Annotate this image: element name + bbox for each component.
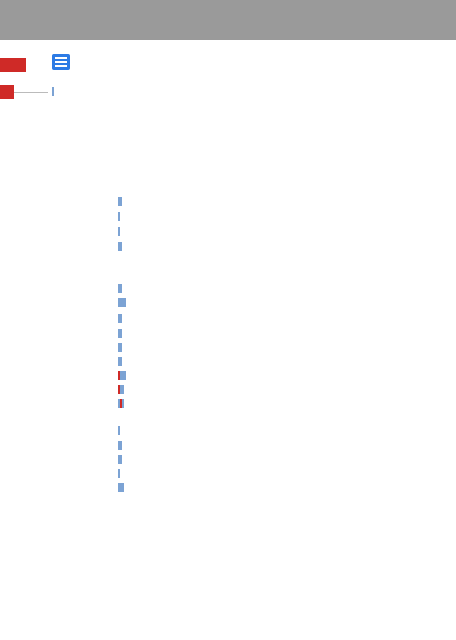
list-item bbox=[52, 180, 60, 189]
dialog-line bbox=[118, 225, 436, 239]
list-item bbox=[52, 164, 60, 173]
exercise-4-divider bbox=[14, 92, 48, 93]
exercise-4-tab bbox=[0, 85, 14, 99]
book-icon bbox=[52, 54, 70, 70]
dialog-line bbox=[118, 481, 436, 495]
dialog-line bbox=[118, 240, 436, 254]
dialog-line bbox=[118, 312, 436, 326]
dialog-line bbox=[118, 439, 436, 481]
dialog-line bbox=[118, 327, 436, 411]
dialog-line bbox=[118, 195, 436, 209]
section-ribbon bbox=[0, 58, 26, 72]
dialog-line bbox=[118, 282, 436, 310]
list-item bbox=[52, 148, 60, 157]
list-item bbox=[52, 116, 60, 125]
exercise-4-title bbox=[52, 87, 54, 97]
dialog-line bbox=[118, 210, 436, 224]
lesson-header bbox=[0, 0, 456, 40]
dialog-line bbox=[118, 424, 436, 438]
list-item bbox=[52, 132, 60, 141]
